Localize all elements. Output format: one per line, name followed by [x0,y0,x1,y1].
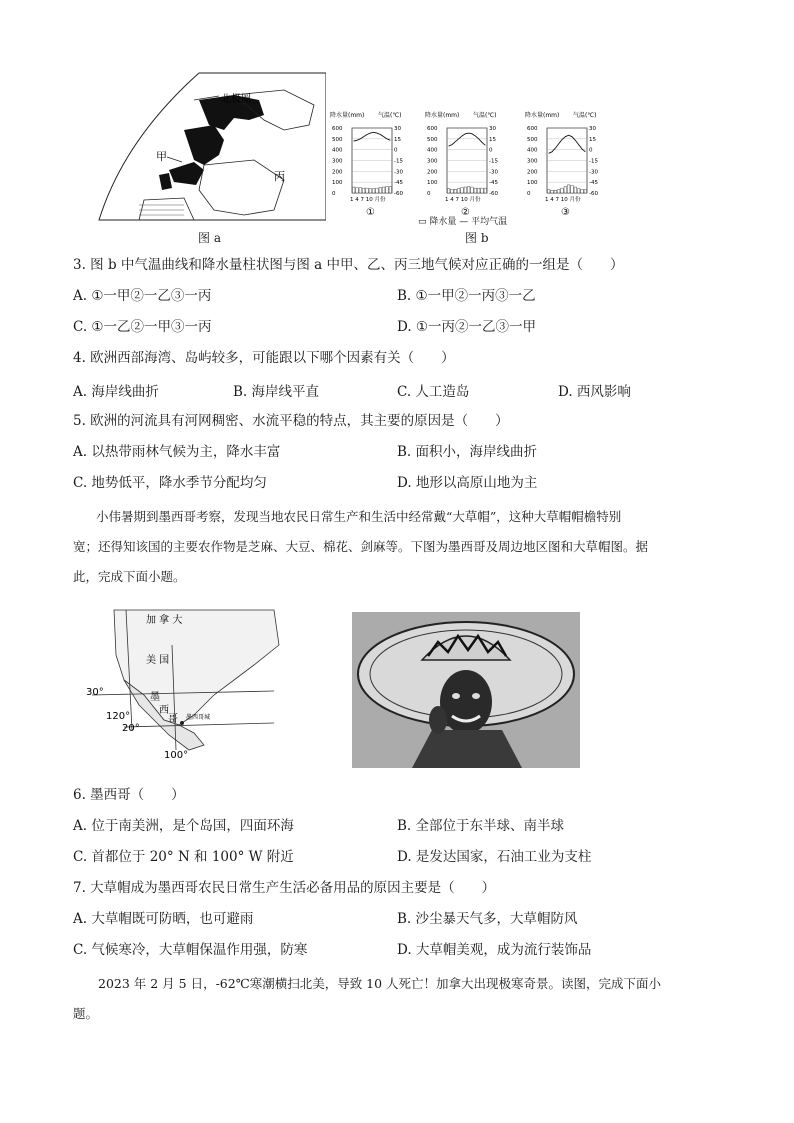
passage2-line2: 题。 [73,1006,99,1021]
q5-option-b[interactable]: B. 面积小，海岸线曲折 [397,444,538,460]
precip-bar [352,187,355,193]
precip-tick: 300 [332,158,343,165]
chart-id-label: ③ [561,207,570,218]
precip-tick: 600 [332,126,343,132]
q5-stem: 5. 欧洲的河流具有河网稠密、水流平稳的特点，其主要的原因是（ ） [73,413,509,429]
figure-a-caption: 图 a [198,231,221,245]
precip-tick: 0 [332,191,336,197]
temp-tick: -60 [489,191,498,197]
precip-axis-title: 降水量(mm) [525,112,560,119]
precip-bar [584,190,587,193]
precip-bar [389,187,392,193]
usa-label: 美 国 [146,655,170,666]
q3-stem: 3. 图 b 中气温曲线和降水量柱状图与图 a 中甲、乙、丙三地气候对应正确的一组是（ ） [73,257,624,273]
precip-tick: 200 [527,169,538,176]
mexico-map [84,605,284,765]
temp-tick: -45 [589,180,598,187]
precip-tick: 500 [427,136,438,143]
precip-bar [356,188,359,193]
climate-chart-3 [525,108,605,223]
precip-bar [551,190,554,193]
precip-bar [457,189,460,193]
precip-tick: 400 [527,147,538,154]
precip-bar [564,187,567,194]
precip-bar [359,188,362,193]
temp-tick: -60 [394,191,403,197]
temp-tick: 0 [589,147,593,154]
q6-option-b[interactable]: B. 全部位于东半球、南半球 [397,818,565,834]
precip-tick: 500 [527,136,538,143]
precip-bar [467,187,470,194]
passage1-line3: 此，完成下面小题。 [73,569,186,584]
temp-tick: -15 [394,158,403,165]
q3-option-d[interactable]: D. ①一丙②一乙③一甲 [397,319,537,335]
x-axis-ticks: 1 4 7 10 月份 [445,197,481,203]
passage1-line1: 小伟暑期到墨西哥考察，发现当地农民日常生产和生活中经常戴“大草帽”，这种大草帽帽檐特别 [96,509,622,524]
precip-axis-title: 降水量(mm) [425,112,460,119]
precip-bar [477,188,480,193]
q7-option-d[interactable]: D. 大草帽美观，成为流行装饰品 [397,942,592,958]
precip-bar [567,185,570,193]
q4-stem: 4. 欧洲西部海湾、岛屿较多，可能跟以下哪个因素有关（ ） [73,350,455,366]
q7-stem: 7. 大草帽成为墨西哥农民日常生产生活必备用品的原因主要是（ ） [73,880,496,896]
precip-bar [461,188,464,193]
precip-bar [366,188,369,193]
precip-tick: 100 [427,180,438,187]
temp-axis-title: 气温(℃) [573,112,597,119]
precip-bar [474,188,477,193]
lat-30-label: 30° [86,687,104,698]
precip-bar [369,189,372,193]
temp-tick: 0 [394,147,398,154]
precip-tick: 100 [332,180,343,187]
precip-bar [464,187,467,193]
temp-line [549,135,586,153]
mexico-city-label: 墨西哥城 [186,714,211,721]
climate-chart-2 [425,108,505,223]
precip-bar [547,190,550,193]
precip-bar [451,189,454,193]
precip-tick: 200 [332,169,343,176]
q6-option-d[interactable]: D. 是发达国家，石油工业为支柱 [397,849,592,865]
temp-tick: 15 [394,136,401,143]
mexico-label-1: 墨 [150,692,160,703]
lat-20-label: 20° [122,723,140,734]
q7-option-a[interactable]: A. 大草帽既可防晒，也可避雨 [73,911,254,927]
figure-b-caption: 图 b [465,231,489,245]
precip-bar [372,189,375,193]
jia-label: 甲 [156,150,167,163]
precip-bar [471,187,474,193]
q4-option-a[interactable]: A. 海岸线曲折 [73,384,159,400]
precip-bar [382,187,385,193]
precip-bar [379,188,382,193]
temp-line [449,133,486,146]
canada-label: 加 拿 大 [146,615,183,626]
q4-option-b[interactable]: B. 海岸线平直 [233,384,320,400]
precip-bar [454,189,457,193]
precip-tick: 400 [332,147,343,154]
temp-tick: 30 [589,126,596,132]
temp-tick: 15 [489,136,496,143]
europe-map [84,70,326,228]
temp-tick: 30 [394,126,401,132]
temp-tick: -30 [394,169,403,176]
precip-bar [561,188,564,193]
passage2-line1: 2023 年 2 月 5 日，-62℃寒潮横扫北美，导致 10 人死亡！加拿大出现极寒奇景。读图，完成下面小 [98,976,662,991]
precip-bar [557,190,560,193]
precip-tick: 300 [427,158,438,165]
precip-bar [447,189,450,193]
temp-tick: 0 [489,147,493,154]
q7-option-b[interactable]: B. 沙尘暴天气多，大草帽防风 [397,911,578,927]
chart-id-label: ② [461,207,470,218]
precip-bar [554,190,557,193]
precip-axis-title: 降水量(mm) [330,112,365,119]
temp-axis-title: 气温(℃) [473,112,497,119]
temp-tick: -45 [394,180,403,187]
lon-120-label: 120° [106,711,131,722]
temp-tick: -15 [589,158,598,165]
bing-label: 丙 [274,170,285,183]
q3-option-c[interactable]: C. ①一乙②一甲③一丙 [73,319,212,335]
x-axis-ticks: 1 4 7 10 月份 [350,197,386,203]
q4-option-d[interactable]: D. 西风影响 [558,384,631,400]
precip-bar [571,185,574,193]
precip-bar [481,188,484,193]
passage1-line2: 宽；还得知该国的主要农作物是芝麻、大豆、棉花、剑麻等。下图为墨西哥及周边地区图和大草帽图。据 [73,539,649,554]
precip-bar [376,188,379,193]
q3-option-a[interactable]: A. ①一甲②一乙③一丙 [73,288,212,304]
mexico-label-2: 西 [159,705,169,716]
q5-option-a[interactable]: A. 以热带雨林气候为主，降水丰富 [73,444,281,460]
q5-option-d[interactable]: D. 地形以高原山地为主 [397,475,538,491]
x-axis-ticks: 1 4 7 10 月份 [545,197,581,203]
q6-stem: 6. 墨西哥（ ） [73,787,185,803]
precip-bar [362,188,365,193]
precip-bar [577,189,580,193]
q7-option-c[interactable]: C. 气候寒冷，大草帽保温作用强，防寒 [73,942,308,958]
precip-tick: 0 [527,191,531,197]
q3-option-b[interactable]: B. ①一甲②一丙③一乙 [397,288,536,304]
precip-tick: 100 [527,180,538,187]
temp-tick: -15 [489,158,498,165]
temp-tick: 15 [589,136,596,143]
precip-tick: 400 [427,147,438,154]
lon-100-label: 100° [164,750,189,761]
sombrero-photo [352,612,580,768]
temp-axis-title: 气温(℃) [378,112,402,119]
temp-tick: 30 [489,126,496,132]
temp-tick: -60 [589,191,598,197]
temp-tick: -30 [589,169,598,176]
precip-bar [484,188,487,193]
temp-tick: -45 [489,180,498,187]
arctic-circle-label: 北极圈 [221,94,251,105]
mexico-label-3: 哥 [168,714,178,725]
figure-b-legend: ▭ 降水量 — 平均气温 [418,217,508,227]
q4-option-c[interactable]: C. 人工造岛 [397,384,470,400]
q6-option-a[interactable]: A. 位于南美洲，是个岛国，四面环海 [73,818,294,834]
precip-tick: 0 [427,191,431,197]
chart-id-label: ① [366,207,375,218]
precip-tick: 200 [427,169,438,176]
q6-option-c[interactable]: C. 首都位于 20° N 和 100° W 附近 [73,849,294,865]
precip-bar [581,189,584,193]
climate-chart-1 [330,108,410,223]
precip-tick: 500 [332,136,343,143]
precip-tick: 600 [527,126,538,132]
temp-line [354,132,391,141]
precip-tick: 300 [527,158,538,165]
precip-tick: 600 [427,126,438,132]
precip-bar [574,187,577,193]
precip-bar [386,187,389,194]
temp-tick: -30 [489,169,498,176]
q5-option-c[interactable]: C. 地势低平，降水季节分配均匀 [73,475,267,491]
